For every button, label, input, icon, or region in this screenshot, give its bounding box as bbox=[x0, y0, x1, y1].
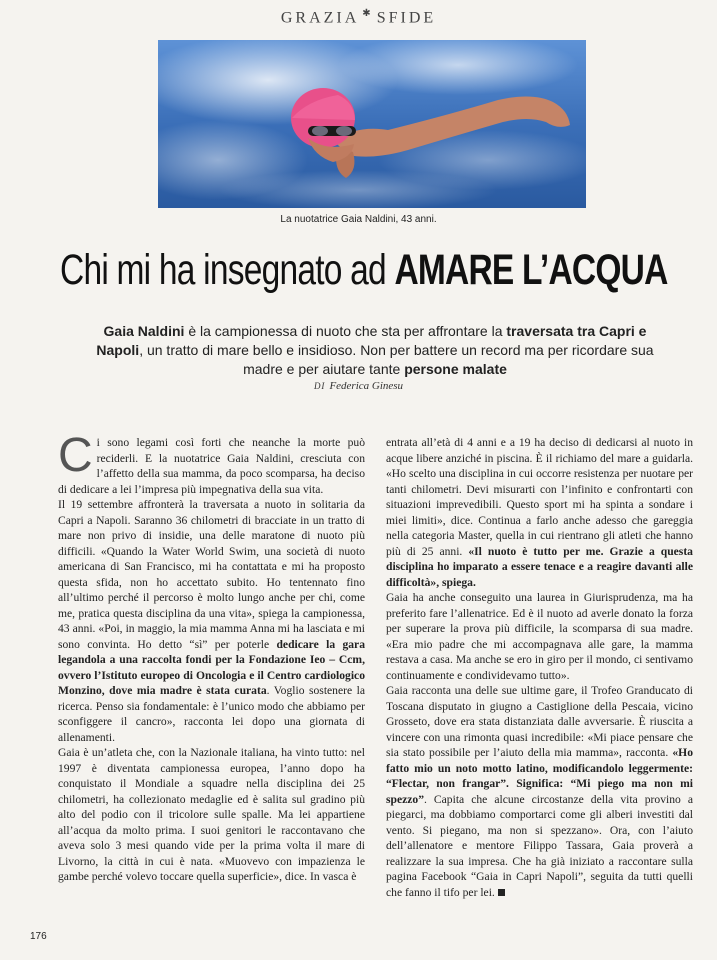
byline-prefix: DI bbox=[313, 381, 326, 391]
standfirst-bold-3: persone malate bbox=[404, 361, 507, 377]
paragraph-1 bbox=[58, 429, 365, 497]
article-column-right bbox=[386, 435, 693, 900]
standfirst bbox=[95, 322, 655, 379]
paragraph-2-bold: dedicare la gara legandola a una raccolta fondi per la Fondazione Ieo – Ccm, ovvero l’Istituto europeo di Oncologia e il Centro cardiologico Monzino, dove mia madre è stata curata bbox=[58, 637, 365, 697]
paragraph-5-bold: «Ho fatto mio un noto motto latino, modificandolo leggermente: “Flectar, non frangar”. Significa: “Mi piego ma non mi spezzo” bbox=[386, 746, 693, 806]
byline bbox=[0, 380, 717, 392]
paragraph-2 bbox=[58, 497, 365, 745]
article-headline bbox=[60, 246, 668, 295]
article-column-left bbox=[58, 429, 365, 885]
standfirst-bold-1: Gaia Naldini bbox=[103, 323, 185, 339]
swimmer-illustration bbox=[158, 40, 586, 208]
standfirst-text-1: è la campionessa di nuoto che sta per affrontare la bbox=[184, 323, 507, 339]
magazine-header bbox=[0, 8, 717, 27]
star-icon: ✱ bbox=[362, 8, 374, 19]
paragraph-5-text: Gaia racconta una delle sue ultime gare, il Trofeo Granducato di Toscana disputato in giugno a Castiglione della Pescaia, vicino Grosseto, dove era stata distanziata dalle avversarie. È riuscita a vincere con una rimonta quasi incredibile: «Mi piace pensare che sia stato possibile per l’aiuto della mia mamma», racconta. bbox=[386, 684, 693, 759]
paragraph-4 bbox=[386, 590, 693, 683]
page-number: 176 bbox=[30, 931, 47, 942]
byline-author: Federica Ginesu bbox=[329, 380, 404, 392]
end-mark-icon bbox=[498, 889, 505, 896]
standfirst-bold-2: traversata tra Capri e Napoli bbox=[96, 323, 647, 358]
drop-cap: C bbox=[58, 429, 93, 482]
headline-part1: Chi mi ha insegnato ad bbox=[60, 246, 395, 294]
paragraph-2-end: . Voglio sostenere la ricerca. Penso sia fondamentale: è l’unico modo che abbiamo per sconfiggere il cancro», racconta lei dopo una giornata di allenamenti. bbox=[58, 684, 365, 744]
paragraph-4-text: Gaia ha anche conseguito una laurea in Giurisprudenza, ma ha preferito fare l’allenatrice. Ed è il nuoto ad averle donato la forza per superare la prova più difficile, la scomparsa di sua madre. «Era mio padre che mi accompagnava alle gare, la mamma restava a casa. Ma anche se ero in giro per il mondo, ci sentivamo continuamente e condividevamo tutto». bbox=[386, 591, 693, 682]
photo-caption: La nuotatrice Gaia Naldini, 43 anni. bbox=[280, 214, 437, 225]
brand-name: GRAZIA bbox=[280, 9, 360, 27]
paragraph-3-text: Gaia è un’atleta che, con la Nazionale italiana, ha vinto tutto: nel 1997 è diventata campionessa europea, l’anno dopo ha conquistato il Mondiale a squadre nella disciplina dei 25 chilometri, ha collezionato medaglie ed è salita sul gradino più alto del podio con il tricolore sulle spalle. Ma lei appartiene all’acqua da molto prima. I suoi genitori le raccontavano che aveva solo 3 mesi quando vide per la prima volta il mare di Livorno, la città in cui è nata. «Muovevo con impazienza le gambe perché volevo toccare quella superficie», dice. In vasca è bbox=[58, 746, 365, 883]
paragraph-2-text: Il 19 settembre affronterà la traversata a nuoto in solitaria da Capri a Napoli. Saranno 36 chilometri di bracciate in un tratto di mare non privo di insidie, una delle maratone di nuoto più difficili. «Quando la Water World Swim, una società di nuoto americana di San Francisco, mi ha contattata e mi ha proposto questa sfida, non ho accettato subito. Ho tentennato fino all’ultimo perché il percorso è molto lungo anche per chi, come me, pratica questa disciplina da una vita», spiega la campionessa, 43 anni. «Poi, in maggio, la mia mamma Anna mi ha lasciata e mi sono convinta. Ho detto “sì” per poterle bbox=[58, 498, 365, 651]
paragraph-5 bbox=[386, 683, 693, 900]
paragraph-3-text-continued: entrata all’età di 4 anni e a 19 ha deciso di dedicarsi al nuoto in acque libere anziché in piscina. È il richiamo del mare a guidarla. «Ho scelto una disciplina in cui occorre resistenza per nuotare per tanti chilometri. Devi misurarti con l’infinito e confrontarti con situazioni imprevedibili. Questo sport mi ha spinta a sondare i miei limiti», dice. Continua a farlo anche adesso che gareggia nella categoria Master, quella in cui rientrano gli atleti che hanno più di 25 anni. bbox=[386, 436, 693, 558]
paragraph-3 bbox=[58, 745, 365, 885]
paragraph-3-bold-continued: «Il nuoto è tutto per me. Grazie a questa disciplina ho imparato a essere tenace e a reagire davanti alle difficoltà», spiega. bbox=[386, 544, 693, 589]
section-name: SFIDE bbox=[376, 9, 437, 27]
paragraph-3-continued bbox=[386, 435, 693, 590]
headline-part2: AMARE L’ACQUA bbox=[394, 246, 668, 294]
swimmer-photo bbox=[158, 40, 586, 208]
paragraph-1-text: i sono legami così forti che neanche la morte può reciderli. E la nuotatrice Gaia Naldini, cresciuta con l’affetto della sua mamma, da poco scomparsa, ha deciso di dedicare a lei l’impresa più impegnativa della sua vita. bbox=[58, 436, 365, 496]
paragraph-5-end: . Capita che alcune circostanze della vita provino a piegarci, ma dobbiamo comportarci come gli alberi investiti dal vento. Si piegano, ma non si spezzano». Ora, con l’aiuto dell’allenatore e mentore Filippo Tassara, Gaia proverà a realizzare la sua impresa. Che ha già iniziato a raccontare sulla pagina Facebook “Gaia in Capri Napoli”, seguita da tutti quelli che fanno il tifo per lei. bbox=[386, 792, 693, 899]
standfirst-text-2: , un tratto di mare bello e insidioso. Non per battere un record ma per ricordare sua madre e per aiutare tante bbox=[139, 342, 654, 377]
